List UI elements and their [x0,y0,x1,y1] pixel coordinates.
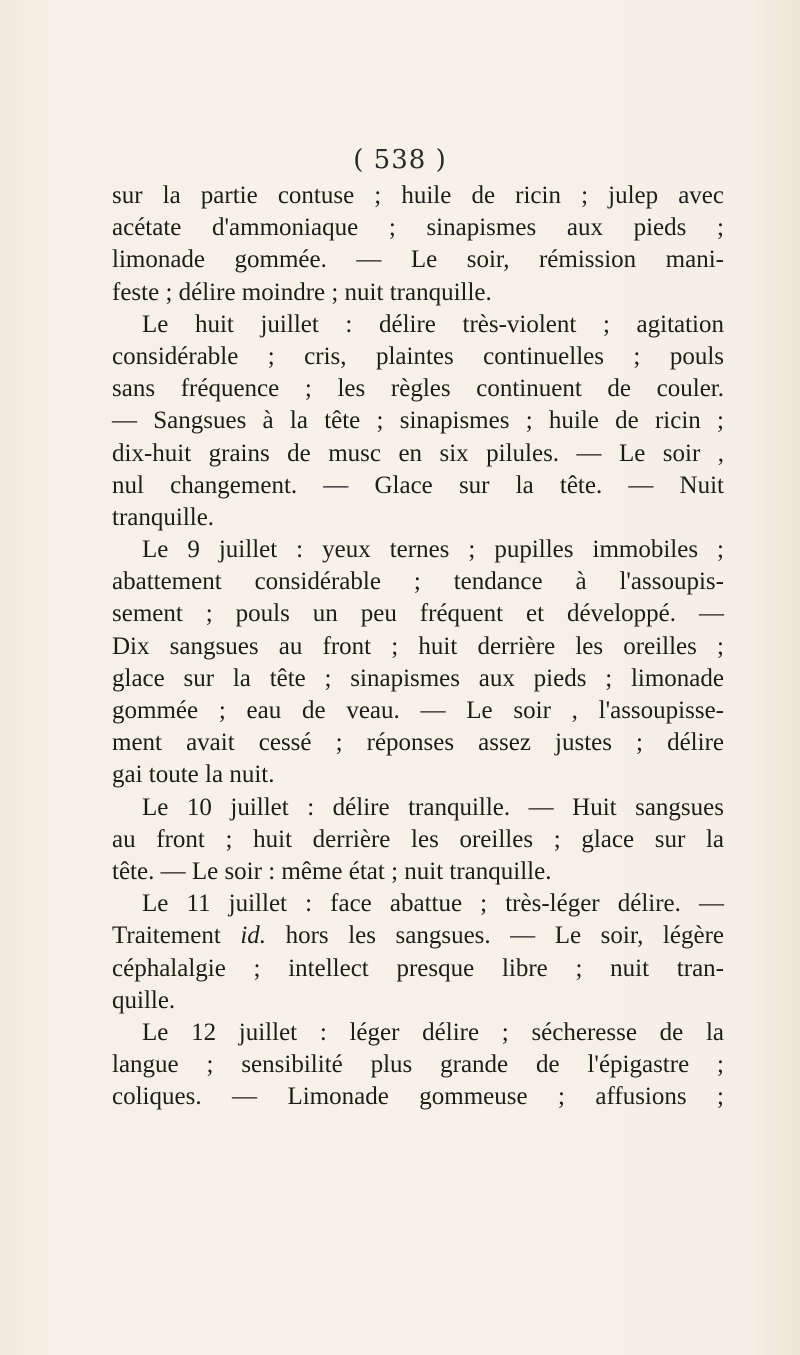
italic-abbreviation: id. [240,922,267,950]
page-number: ( 538 ) [353,145,447,175]
text-segment: hors les sangsues. — Le soir, légère [285,922,724,950]
text-line: Le 12 juillet : léger délire ; sécheresse de la [142,1018,724,1046]
text-line: dix-huit grains de musc en six pilules. — Le soir , [112,439,724,467]
text-line: considérable ; cris, plaintes continuelles ; pouls [112,342,724,370]
text-line: gommée ; eau de veau. — Le soir , l'assoupisse- [112,697,724,724]
text-line: — Sangsues à la tête ; sinapismes ; huile de ricin ; [112,407,724,435]
text-line: gai toute la nuit. [112,761,275,789]
text-line: nul changement. — Glace sur la tête. — Nuit [112,471,724,499]
text-line: acétate d'ammoniaque ; sinapismes aux pieds ; [112,214,724,242]
text-line: limonade gommée. — Le soir, rémission mani- [112,246,724,274]
body-text [112,180,724,1113]
text-line: au front ; huit derrière les oreilles ; glace sur la [112,825,724,853]
text-line: Le huit juillet : délire très-violent ; agitation [142,310,724,338]
text-line: sans fréquence ; les règles continuent de couler. [112,375,724,403]
text-line: sement ; pouls un peu fréquent et développé. — [112,600,724,628]
text-line: Le 11 juillet : face abattue ; très-léger délire. — [142,890,724,918]
text-line: tranquille. [112,503,215,531]
text-line: glace sur la tête ; sinapismes aux pieds ; limonade [112,664,724,692]
text-line: feste ; délire moindre ; nuit tranquille. [112,278,492,306]
text-line: tête. — Le soir : même état ; nuit tranquille. [112,857,552,885]
text-segment: Traitement [112,922,221,950]
text-line: quille. [112,986,176,1014]
text-line: Le 9 juillet : yeux ternes ; pupilles immobiles ; [142,536,724,564]
text-line: ment avait cessé ; réponses assez justes ; délire [112,729,724,757]
text-line: langue ; sensibilité plus grande de l'épigastre ; [112,1051,724,1079]
text-line: céphalalgie ; intellect presque libre ; nuit tran- [112,954,724,982]
text-line: Le 10 juillet : délire tranquille. — Huit sangsues [142,793,724,821]
text-line: sur la partie contuse ; huile de ricin ; julep avec [112,182,724,209]
text-line: abattement considérable ; tendance à l'assoupis- [112,568,724,596]
text-line: coliques. — Limonade gommeuse ; affusions ; [112,1083,724,1111]
text-line-with-italic [112,920,724,952]
text-line: Dix sangsues au front ; huit derrière les oreilles ; [112,632,724,660]
